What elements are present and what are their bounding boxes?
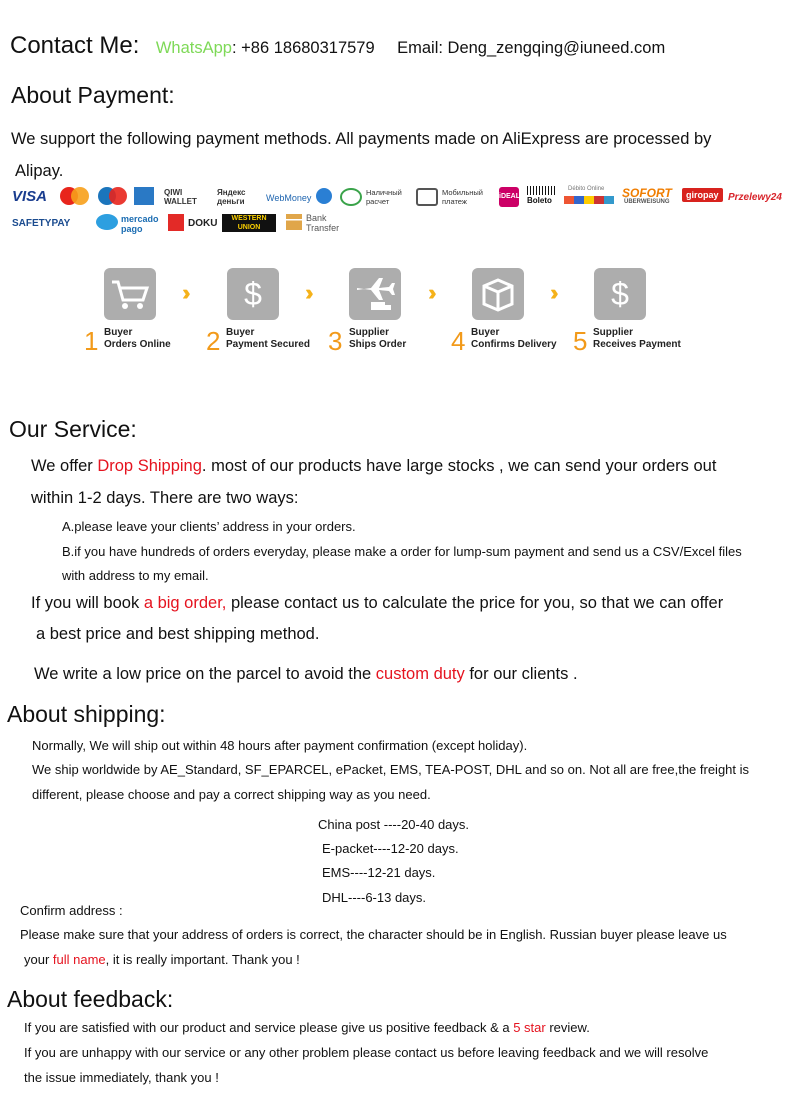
debito-online-logo: Débito Online (568, 186, 605, 192)
step-2-label (226, 327, 310, 351)
service-p2-line2: a best price and best shipping method. (36, 625, 320, 643)
bank-transfer-logo: Bank Transfer (306, 213, 340, 233)
step-1-role: Buyer (104, 327, 133, 338)
dollar-icon: $ (244, 276, 262, 312)
chevron-right-icon: ›› (182, 280, 185, 305)
przelewy24-logo: Przelewy24 (728, 192, 782, 203)
step-4-action: Confirms Delivery (471, 339, 557, 350)
mercadopago-logo: mercado pago (121, 214, 159, 234)
feedback-line1 (24, 1020, 590, 1035)
plane-truck-icon (349, 268, 401, 320)
service-heading: Our Service: (9, 416, 137, 442)
shipping-time-epacket: E-packet----12-20 days. (322, 841, 459, 856)
debito-banks-icon (564, 196, 614, 204)
confirm-address-line2 (24, 952, 300, 967)
boleto-barcode-icon (527, 186, 555, 195)
contact-label: Contact Me: (10, 32, 140, 59)
step-2-action: Payment Secured (226, 339, 310, 350)
service-way-b-line2: with address to my email. (62, 568, 209, 583)
doku-icon (168, 214, 184, 231)
service-way-b-line1: B.if you have hundreds of orders everyday, please make a order for lump-sum payment and send us a CSV/Excel files (62, 544, 742, 559)
step-2-number: 2 (206, 326, 221, 356)
maestro-logo (98, 187, 128, 205)
step-4-label (471, 327, 557, 351)
qiwi-logo: QIWI WALLET (164, 188, 197, 206)
ideal-logo: iDEAL (499, 187, 519, 207)
shipping-time-ems: EMS----12-21 days. (322, 865, 436, 880)
step-1-label (104, 327, 171, 351)
big-order-highlight: a big order, (143, 594, 227, 612)
chevron-right-icon: ›› (550, 280, 553, 305)
box-icon (472, 268, 524, 320)
drop-shipping-highlight: Drop Shipping (97, 457, 202, 475)
whatsapp-number: : +86 18680317579 (231, 39, 375, 57)
five-star-highlight: 5 star (513, 1020, 546, 1035)
service-p1-post: . most of our products have large stocks , we can send your orders out (201, 457, 717, 475)
payment-heading: About Payment: (11, 82, 175, 108)
step-3-label (349, 327, 406, 351)
service-p2-line1 (31, 594, 723, 613)
step-3-role: Supplier (349, 327, 390, 338)
feedback-line1-pre: If you are satisfied with our product and service please give us positive feedback & a (24, 1020, 514, 1035)
mobile-payment-logo: Мобильный платеж (442, 188, 483, 206)
shipping-line2: We ship worldwide by AE_Standard, SF_EPARCEL, ePacket, EMS, TEA-POST, DHL and so on. Not all are free,the freight is (32, 762, 750, 777)
step-5-action: Receives Payment (593, 339, 681, 350)
step-1-icon-box (104, 268, 156, 320)
step-5-number: 5 (573, 326, 588, 356)
western-union-logo: WESTERN UNION (222, 214, 276, 232)
service-p3-post: for our clients . (464, 665, 578, 683)
step-4-role: Buyer (471, 327, 500, 338)
step-2-icon-box (227, 268, 279, 320)
visa-logo: VISA (12, 188, 48, 205)
confirm-address-line1: Please make sure that your address of orders is correct, the character should be in English. Russian buyer please leave us (20, 927, 727, 942)
contact-line (10, 32, 665, 60)
service-p2-pre: If you will book (31, 594, 144, 612)
step-3-action: Ships Order (349, 339, 407, 350)
service-p3-pre: We write a low price on the parcel to avoid the (34, 665, 376, 683)
chevron-right-icon: ›› (428, 280, 431, 305)
shipping-time-dhl: DHL----6-13 days. (322, 890, 427, 905)
payment-text-line2: Alipay. (15, 162, 64, 180)
webmoney-globe-icon (316, 188, 332, 204)
feedback-heading: About feedback: (7, 986, 174, 1012)
cash-icon (340, 188, 362, 206)
whatsapp-label: WhatsApp (155, 39, 232, 57)
shipping-time-china-post: China post ----20-40 days. (318, 817, 470, 832)
confirm-post: , it is really important. Thank you ! (105, 952, 300, 967)
mobile-payment-icon (416, 188, 438, 206)
webmoney-logo: WebMoney (266, 193, 312, 203)
giropay-logo: giropay (682, 188, 723, 202)
service-p1-pre: We offer (31, 457, 98, 475)
service-p2-post: please contact us to calculate the price for you, so that we can offer (226, 594, 724, 612)
shipping-line3: different, please choose and pay a correct shipping way as you need. (32, 787, 431, 802)
confirm-address-label: Confirm address : (20, 903, 123, 918)
step-5-label (593, 327, 681, 351)
sofort-sub-logo: ÜBERWEISUNG (624, 199, 670, 205)
feedback-line2: If you are unhappy with our service or any other problem please contact us before leaving feedback and we will resolve (24, 1045, 709, 1060)
doku-logo: DOKU (188, 218, 218, 229)
chevron-right-icon: ›› (305, 280, 308, 305)
step-3-icon-box (349, 268, 401, 320)
safetypay-logo: SAFETYPAY (12, 218, 71, 229)
custom-duty-highlight: custom duty (375, 665, 465, 683)
step-1-number: 1 (84, 326, 99, 356)
step-5-icon-box (594, 268, 646, 320)
service-p3 (34, 665, 578, 684)
shipping-heading: About shipping: (7, 701, 166, 727)
sofort-logo: SOFORT (622, 186, 672, 200)
step-3-number: 3 (328, 326, 343, 356)
boleto-logo: Boleto (527, 196, 552, 205)
bank-icon (286, 214, 302, 230)
contact-email: Email: Deng_zengqing@iuneed.com (397, 39, 666, 57)
payment-text-line1: We support the following payment methods. All payments made on AliExpress are processed by (11, 130, 712, 148)
cash-logo: Наличный расчет (366, 188, 402, 206)
mercadopago-icon (96, 214, 118, 230)
step-4-icon-box (472, 268, 524, 320)
confirm-pre: your (24, 952, 53, 967)
step-4-number: 4 (451, 326, 466, 356)
service-p1-line2: within 1-2 days. There are two ways: (31, 489, 299, 507)
step-2-role: Buyer (226, 327, 255, 338)
shipping-line1: Normally, We will ship out within 48 hours after payment confirmation (except holiday). (32, 738, 528, 753)
mastercard-logo (60, 187, 90, 205)
service-p1-line1 (31, 457, 716, 476)
amex-logo (134, 187, 154, 205)
cart-icon (104, 268, 156, 320)
service-way-a: A.please leave your clients’ address in your orders. (62, 519, 356, 534)
step-5-role: Supplier (593, 327, 634, 338)
step-1-action: Orders Online (104, 339, 171, 350)
feedback-line1-post: review. (545, 1020, 590, 1035)
dollar-icon: $ (611, 276, 629, 312)
full-name-highlight: full name (52, 952, 106, 967)
feedback-line3: the issue immediately, thank you ! (24, 1070, 219, 1085)
yandex-money-logo: Яндекс деньги (217, 188, 246, 206)
